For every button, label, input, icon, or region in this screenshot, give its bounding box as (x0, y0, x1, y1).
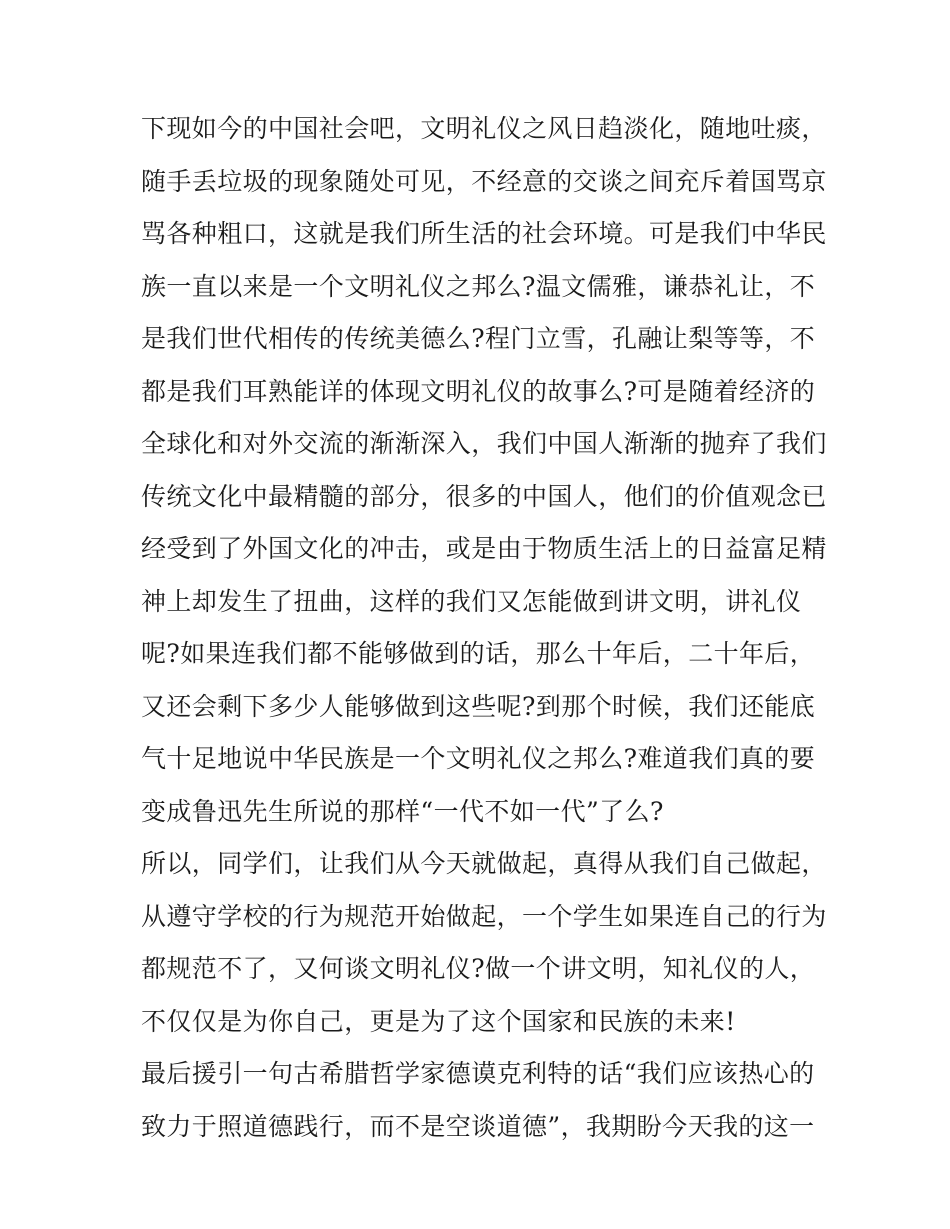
text-line: 致力于照道德践行，而不是空谈道德”，我期盼今天我的这一 (141, 1111, 815, 1141)
text-line: 传统文化中最精髓的部分，很多的中国人，他们的价值观念已 (141, 481, 827, 511)
body-text (141, 103, 827, 1153)
text-line: 随手丢垃圾的现象随处可见，不经意的交谈之间充斥着国骂京 (141, 166, 827, 196)
text-line: 气十足地说中华民族是一个文明礼仪之邦么?难道我们真的要 (141, 744, 816, 773)
text-line: 从遵守学校的行为规范开始做起，一个学生如果连自己的行为 (141, 901, 827, 931)
text-line: 骂各种粗口，这就是我们所生活的社会环境。可是我们中华民 (141, 219, 827, 248)
text-line: 下现如今的中国社会吧，文明礼仪之风日趋淡化，随地吐痰， (141, 114, 827, 143)
text-line: 神上却发生了扭曲，这样的我们又怎能做到讲文明，讲礼仪 (141, 586, 802, 616)
text-line: 全球化和对外交流的渐渐深入，我们中国人渐渐的抛弃了我们 (141, 429, 827, 458)
text-line: 都是我们耳熟能详的体现文明礼仪的故事么?可是随着经济的 (141, 376, 816, 406)
text-line: 最后援引一句古希腊哲学家德谟克利特的话“我们应该热心的 (141, 1059, 815, 1088)
text-line: 所以，同学们，让我们从今天就做起，真得从我们自己做起， (141, 849, 827, 878)
text-line: 又还会剩下多少人能够做到这些呢?到那个时候，我们还能底 (141, 691, 816, 721)
text-line: 是我们世代相传的传统美德么?程门立雪，孔融让梨等等，不 (141, 324, 816, 353)
text-line: 呢?如果连我们都不能够做到的话，那么十年后，二十年后， (141, 639, 816, 668)
text-line: 经受到了外国文化的冲击，或是由于物质生活上的日益富足精 (141, 534, 827, 563)
text-line: 不仅仅是为你自己，更是为了这个国家和民族的未来! (141, 1006, 736, 1036)
text-line: 变成鲁迅先生所说的那样“一代不如一代”了么? (141, 796, 664, 826)
text-line: 都规范不了，又何谈文明礼仪?做一个讲文明，知礼仪的人， (141, 954, 816, 983)
text-line: 族一直以来是一个文明礼仪之邦么?温文儒雅，谦恭礼让，不 (141, 271, 816, 301)
